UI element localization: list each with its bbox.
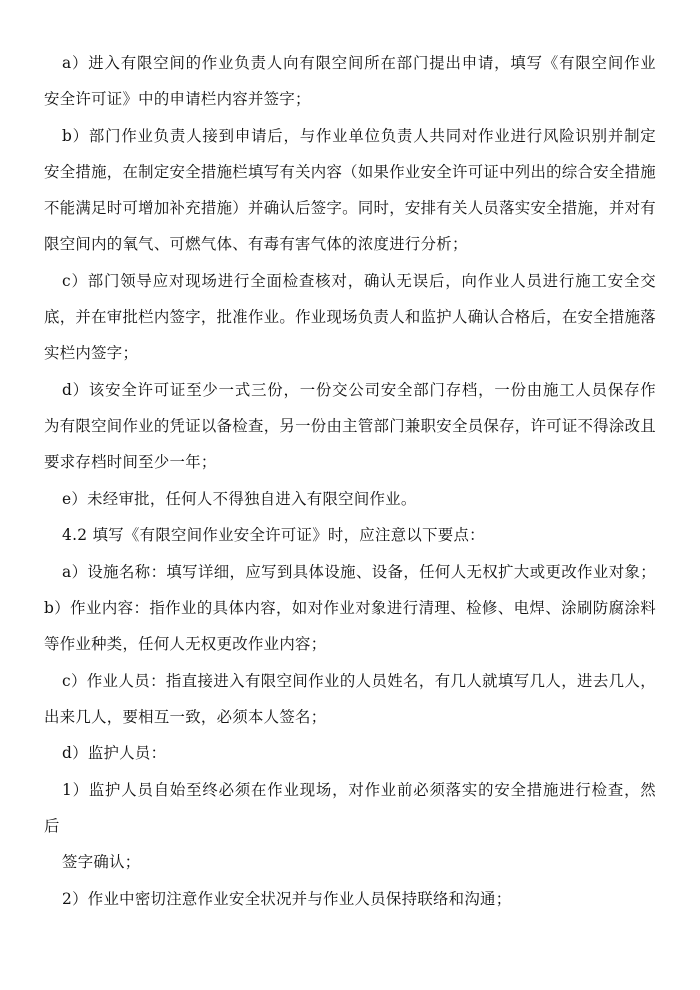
section-4-2-d: d）监护人员： [62,744,167,762]
section-4-2-b-line-1: b）作业内容：指作业的具体内容，如对作业对象进行清理、检修、电焊、涂刷防腐涂料 [44,599,656,617]
section-4-2-d2: 2）作业中密切注意作业安全状况并与作业人员保持联络和沟通； [62,890,512,908]
para-c-approve-line-3: 实栏内签字； [44,344,139,362]
para-d-copies-line-3: 要求存档时间至少一年； [44,453,217,471]
para-b-measures-line-1: b）部门作业负责人接到申请后，与作业单位负责人共同对作业进行风险识别并制定 [62,127,656,145]
para-a-apply-line-2: 安全许可证》中的申请栏内容并签字； [44,90,311,108]
para-b-measures-line-3: 不能满足时可增加补充措施）并确认后签字。同时，安排有关人员落实安全措施，并对有 [44,199,656,217]
para-c-approve-line-1: c）部门领导应对现场进行全面检查核对，确认无误后，向作业人员进行施工安全交 [62,272,656,290]
para-b-measures-line-4: 限空间内的氧气、可燃气体、有毒有害气体的浓度进行分析； [44,235,468,253]
para-a-apply-line-1: a）进入有限空间的作业负责人向有限空间所在部门提出申请，填写《有限空间作业 [62,54,656,72]
section-4-2-d1-line-1: 1）监护人员自始至终必须在作业现场，对作业前必须落实的安全措施进行检查，然 [62,781,656,799]
para-b-measures-line-2: 安全措施，在制定安全措施栏填写有关内容（如果作业安全许可证中列出的综合安全措施 [44,163,656,181]
section-4-2-a: a）设施名称：填写详细，应写到具体设施、设备，任何人无权扩大或更改作业对象； [62,563,656,581]
para-c-approve-line-2: 底，并在审批栏内签字，批准作业。作业现场负责人和监护人确认合格后，在安全措施落 [44,308,656,326]
para-d-copies-line-2: 为有限空间作业的凭证以备检查，另一份由主管部门兼职安全员保存，许可证不得涂改且 [44,417,656,435]
para-d-copies-line-1: d）该安全许可证至少一式三份，一份交公司安全部门存档，一份由施工人员保存作 [62,381,656,399]
para-e-no-entry: e）未经审批，任何人不得独自进入有限空间作业。 [62,490,417,508]
section-4-2-c-line-2: 出来几人，要相互一致，必须本人签名； [44,708,327,726]
section-4-2-c-line-1: c）作业人员：指直接进入有限空间作业的人员姓名，有几人就填写几人，进去几人， [62,672,656,690]
section-4-2-heading: 4.2 填写《有限空间作业安全许可证》时，应注意以下要点： [62,526,485,544]
section-4-2-d1-line-3: 签字确认； [62,853,141,871]
section-4-2-d1-line-2: 后 [44,817,60,835]
section-4-2-b-line-2: 等作业种类，任何人无权更改作业内容； [44,635,327,653]
